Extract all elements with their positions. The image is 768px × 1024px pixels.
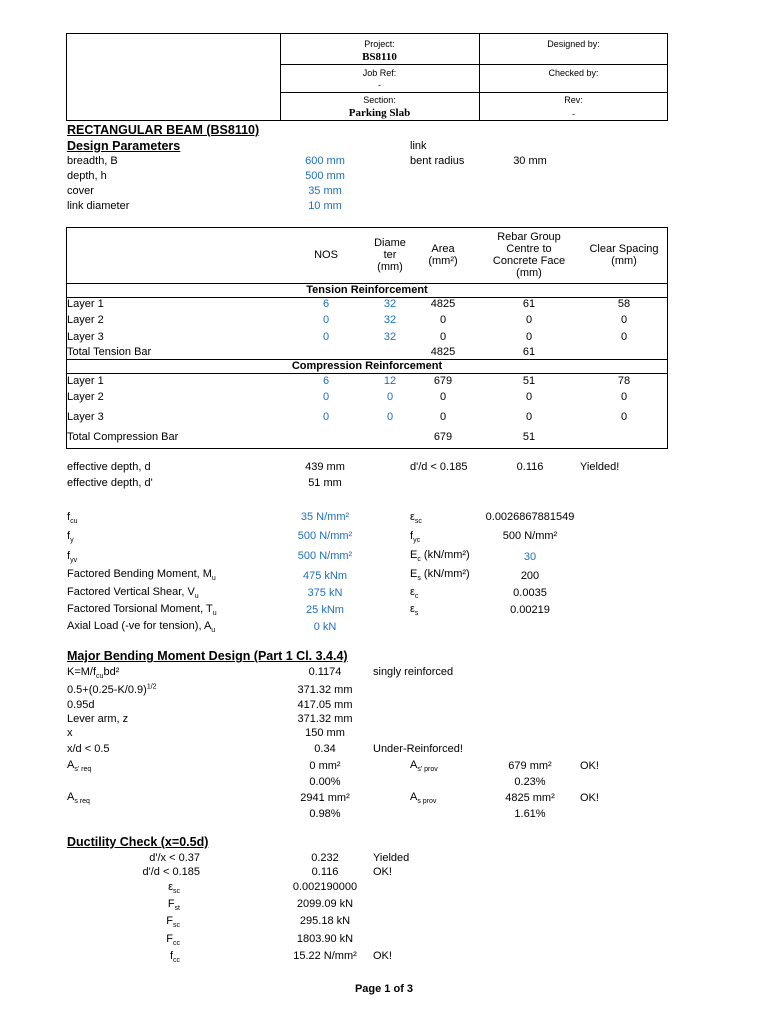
table-cell-nos: 0 bbox=[322, 314, 330, 326]
table-cell-nos: 6 bbox=[322, 375, 330, 387]
table-cell-dia: 0 bbox=[386, 411, 394, 423]
ec-label: $E_c$ (kN/mm²) bbox=[410, 549, 470, 564]
table-row-label: Layer 3 bbox=[67, 331, 104, 343]
tension-total-centre: 61 bbox=[522, 346, 536, 358]
torsion-value: 25 kNm bbox=[306, 604, 344, 616]
table-cell-dia: 32 bbox=[383, 314, 397, 326]
table-row-label: Layer 2 bbox=[67, 314, 104, 326]
as2prov-label: $A_{s' prov}$ bbox=[410, 759, 438, 774]
table-cell-spacing: 0 bbox=[620, 314, 628, 326]
depth-value: 500 mm bbox=[305, 170, 345, 182]
col-area-1: Area bbox=[431, 243, 455, 255]
z2-value: 417.05 mm bbox=[297, 699, 353, 711]
project-label: Project: bbox=[364, 39, 395, 49]
ratio-label: d'/d < 0.185 bbox=[410, 461, 468, 473]
fyc-label: $f_{yc}$ bbox=[410, 530, 421, 545]
section-value: Parking Slab bbox=[348, 107, 411, 119]
col-centre-2: Centre to bbox=[506, 243, 552, 255]
table-row-label: Layer 1 bbox=[67, 375, 104, 387]
table-cell-spacing: 58 bbox=[617, 298, 631, 310]
lever-value: 371.32 mm bbox=[297, 713, 353, 725]
k-status: singly reinforced bbox=[373, 666, 454, 678]
breadth-value: 600 mm bbox=[305, 155, 345, 167]
ductility-label: $F_{st}$ bbox=[167, 898, 180, 913]
ductility-label: $f_{cc}$ bbox=[169, 950, 180, 965]
table-cell-nos: 0 bbox=[322, 411, 330, 423]
table-cell-dia: 0 bbox=[386, 391, 394, 403]
design-parameters-heading: Design Parameters bbox=[67, 139, 181, 153]
lever-label: Lever arm, z bbox=[67, 713, 129, 725]
tension-total-area: 4825 bbox=[430, 346, 456, 358]
as2req-label: $A_{s' req}$ bbox=[67, 759, 92, 774]
tension-total-label: Total Tension Bar bbox=[67, 346, 152, 358]
table-cell-centre: 61 bbox=[522, 298, 536, 310]
ec-value: 30 bbox=[523, 551, 537, 563]
depth-label: depth, h bbox=[67, 170, 107, 182]
ratio-status: Yielded! bbox=[580, 461, 620, 473]
compression-title: Compression Reinforcement bbox=[291, 360, 443, 372]
ductility-status: OK! bbox=[373, 950, 392, 962]
as2req-value: 0 mm² bbox=[309, 760, 341, 772]
fcu-label: $f_{cu}$ bbox=[67, 511, 78, 526]
ductility-label: $F_{sc}$ bbox=[166, 915, 180, 930]
z1-label: $0.5+(0.25-K/0.9)^{1/2}$ bbox=[67, 683, 157, 696]
as-status: OK! bbox=[580, 792, 599, 804]
col-diameter-2: ter bbox=[383, 249, 397, 261]
es-value: 200 bbox=[520, 570, 540, 582]
esc-value: 0.0026867881549 bbox=[485, 511, 575, 523]
epss-value: 0.00219 bbox=[510, 604, 550, 616]
col-nos: NOS bbox=[314, 249, 338, 261]
col-centre-1: Rebar Group bbox=[497, 231, 561, 243]
rev-label: Rev: bbox=[564, 95, 583, 105]
job-ref-label: Job Ref: bbox=[362, 68, 397, 78]
table-cell-area: 4825 bbox=[430, 298, 456, 310]
z1-value: 371.32 mm bbox=[297, 684, 353, 696]
k-label: $K=M/f_{cu}bd^2$ bbox=[67, 666, 120, 681]
table-cell-centre: 51 bbox=[522, 375, 536, 387]
moment-value: 475 kNm bbox=[302, 570, 348, 582]
col-centre-4: (mm) bbox=[516, 267, 542, 279]
table-cell-centre: 0 bbox=[525, 411, 533, 423]
shear-label: Factored Vertical Shear, $V_u$ bbox=[67, 586, 199, 601]
designed-by-label: Designed by: bbox=[547, 39, 600, 49]
ductility-value: 2099.09 kN bbox=[296, 898, 354, 910]
ductility-label: d'/x < 0.37 bbox=[149, 852, 200, 864]
table-cell-nos: 0 bbox=[322, 391, 330, 403]
as2req-pct: 0.00% bbox=[309, 776, 341, 788]
table-cell-centre: 0 bbox=[525, 391, 533, 403]
table-cell-centre: 0 bbox=[525, 314, 533, 326]
table-cell-spacing: 0 bbox=[620, 331, 628, 343]
es-label: $E_s$ (kN/mm²) bbox=[410, 568, 470, 583]
table-row-label: Layer 2 bbox=[67, 391, 104, 403]
table-cell-area: 0 bbox=[439, 331, 447, 343]
ductility-label: $\varepsilon_{sc}$ bbox=[168, 881, 180, 896]
effective-depth2-value: 51 mm bbox=[308, 477, 342, 489]
ductility-value: 1803.90 kN bbox=[296, 933, 354, 945]
moment-label: Factored Bending Moment, $M_u$ bbox=[67, 568, 216, 583]
rev-value: - bbox=[572, 109, 575, 119]
table-cell-dia: 32 bbox=[383, 298, 397, 310]
as2prov-pct: 0.23% bbox=[514, 776, 546, 788]
table-cell-dia: 32 bbox=[383, 331, 397, 343]
ductility-value: 0.232 bbox=[311, 852, 339, 864]
table-row-label: Layer 1 bbox=[67, 298, 104, 310]
asprov-value: 4825 mm² bbox=[505, 792, 555, 804]
table-cell-nos: 0 bbox=[322, 331, 330, 343]
ductility-value: 295.18 kN bbox=[299, 915, 351, 927]
fyv-value: 500 N/mm² bbox=[297, 550, 353, 562]
header-divider bbox=[280, 64, 668, 65]
fy-value: 500 N/mm² bbox=[297, 530, 353, 542]
checked-by-label: Checked by: bbox=[548, 68, 599, 78]
col-area-2: (mm²) bbox=[428, 255, 458, 267]
effective-depth-value: 439 mm bbox=[305, 461, 345, 473]
epsc-label: $\varepsilon_c$ bbox=[410, 586, 419, 601]
ductility-value: 0.116 bbox=[311, 866, 339, 878]
project-value: BS8110 bbox=[362, 51, 397, 63]
fcu-value: 35 N/mm² bbox=[300, 511, 350, 523]
asprov-pct: 1.61% bbox=[514, 808, 546, 820]
axial-label: Axial Load (-ve for tension), $A_u$ bbox=[67, 620, 216, 635]
ductility-value: 0.002190000 bbox=[292, 881, 358, 893]
page-number: Page 1 of 3 bbox=[354, 983, 414, 995]
compression-total-area: 679 bbox=[433, 431, 453, 443]
asprov-label: $A_{s prov}$ bbox=[410, 791, 437, 806]
esc-label: $\varepsilon_{sc}$ bbox=[410, 511, 422, 526]
epss-label: $\varepsilon_s$ bbox=[410, 603, 419, 618]
epsc-value: 0.0035 bbox=[513, 587, 547, 599]
col-centre-3: Concrete Face bbox=[492, 255, 566, 267]
table-cell-spacing: 0 bbox=[620, 391, 628, 403]
table-cell-centre: 0 bbox=[525, 331, 533, 343]
fyv-label: $f_{yv}$ bbox=[67, 550, 78, 565]
axial-value: 0 kN bbox=[313, 621, 337, 633]
as2-status: OK! bbox=[580, 760, 599, 772]
asreq-value: 2941 mm² bbox=[300, 792, 350, 804]
tension-title: Tension Reinforcement bbox=[306, 284, 428, 296]
z2-label: 0.95d bbox=[67, 699, 95, 711]
cover-label: cover bbox=[67, 185, 94, 197]
table-cell-dia: 12 bbox=[383, 375, 397, 387]
link-diameter-value: 10 mm bbox=[308, 200, 342, 212]
ductility-heading: Ductility Check (x=0.5d) bbox=[67, 835, 209, 849]
asreq-label: $A_{s req}$ bbox=[67, 791, 90, 806]
shear-value: 375 kN bbox=[307, 587, 343, 599]
ductility-label: $F_{cc}$ bbox=[166, 933, 180, 948]
page-title: RECTANGULAR BEAM (BS8110) bbox=[67, 123, 260, 137]
table-cell-area: 0 bbox=[439, 391, 447, 403]
link-label: link bbox=[410, 140, 427, 152]
bending-heading: Major Bending Moment Design (Part 1 Cl. 3.4.4) bbox=[67, 649, 348, 663]
breadth-label: breadth, B bbox=[67, 155, 118, 167]
table-cell-spacing: 0 bbox=[620, 411, 628, 423]
k-value: 0.1174 bbox=[308, 666, 342, 678]
col-spacing-2: (mm) bbox=[611, 255, 637, 267]
effective-depth2-label: effective depth, d' bbox=[67, 477, 153, 489]
table-cell-area: 0 bbox=[439, 411, 447, 423]
table-row-label: Layer 3 bbox=[67, 411, 104, 423]
table-cell-spacing: 78 bbox=[617, 375, 631, 387]
x-value: 150 mm bbox=[305, 727, 345, 739]
cover-value: 35 mm bbox=[308, 185, 342, 197]
table-cell-area: 679 bbox=[433, 375, 453, 387]
col-diameter-3: (mm) bbox=[377, 261, 403, 273]
compression-total-label: Total Compression Bar bbox=[67, 431, 179, 443]
ductility-status: OK! bbox=[373, 866, 392, 878]
xd-value: 0.34 bbox=[314, 743, 336, 755]
torsion-label: Factored Torsional Moment, $T_u$ bbox=[67, 603, 217, 618]
ductility-value: 15.22 N/mm² bbox=[293, 950, 357, 962]
xd-label: x/d < 0.5 bbox=[67, 743, 110, 755]
ductility-label: d'/d < 0.185 bbox=[142, 866, 200, 878]
col-spacing-1: Clear Spacing bbox=[589, 243, 659, 255]
table-cell-area: 0 bbox=[439, 314, 447, 326]
fy-label: $f_y$ bbox=[67, 530, 74, 545]
table-cell-nos: 6 bbox=[322, 298, 330, 310]
job-ref-value: - bbox=[378, 80, 381, 90]
col-diameter-1: Diame bbox=[374, 237, 406, 249]
bent-radius-label: bent radius bbox=[410, 155, 465, 167]
link-diameter-label: link diameter bbox=[67, 200, 130, 212]
xd-status: Under-Reinforced! bbox=[373, 743, 463, 755]
bent-radius-value: 30 mm bbox=[513, 155, 547, 167]
fyc-value: 500 N/mm² bbox=[502, 530, 558, 542]
x-label: x bbox=[67, 727, 73, 739]
section-label: Section: bbox=[363, 95, 396, 105]
ductility-status: Yielded bbox=[373, 852, 410, 864]
effective-depth-label: effective depth, d bbox=[67, 461, 151, 473]
compression-total-centre: 51 bbox=[522, 431, 536, 443]
asreq-pct: 0.98% bbox=[309, 808, 341, 820]
as2prov-value: 679 mm² bbox=[508, 760, 552, 772]
ratio-value: 0.116 bbox=[516, 461, 544, 473]
